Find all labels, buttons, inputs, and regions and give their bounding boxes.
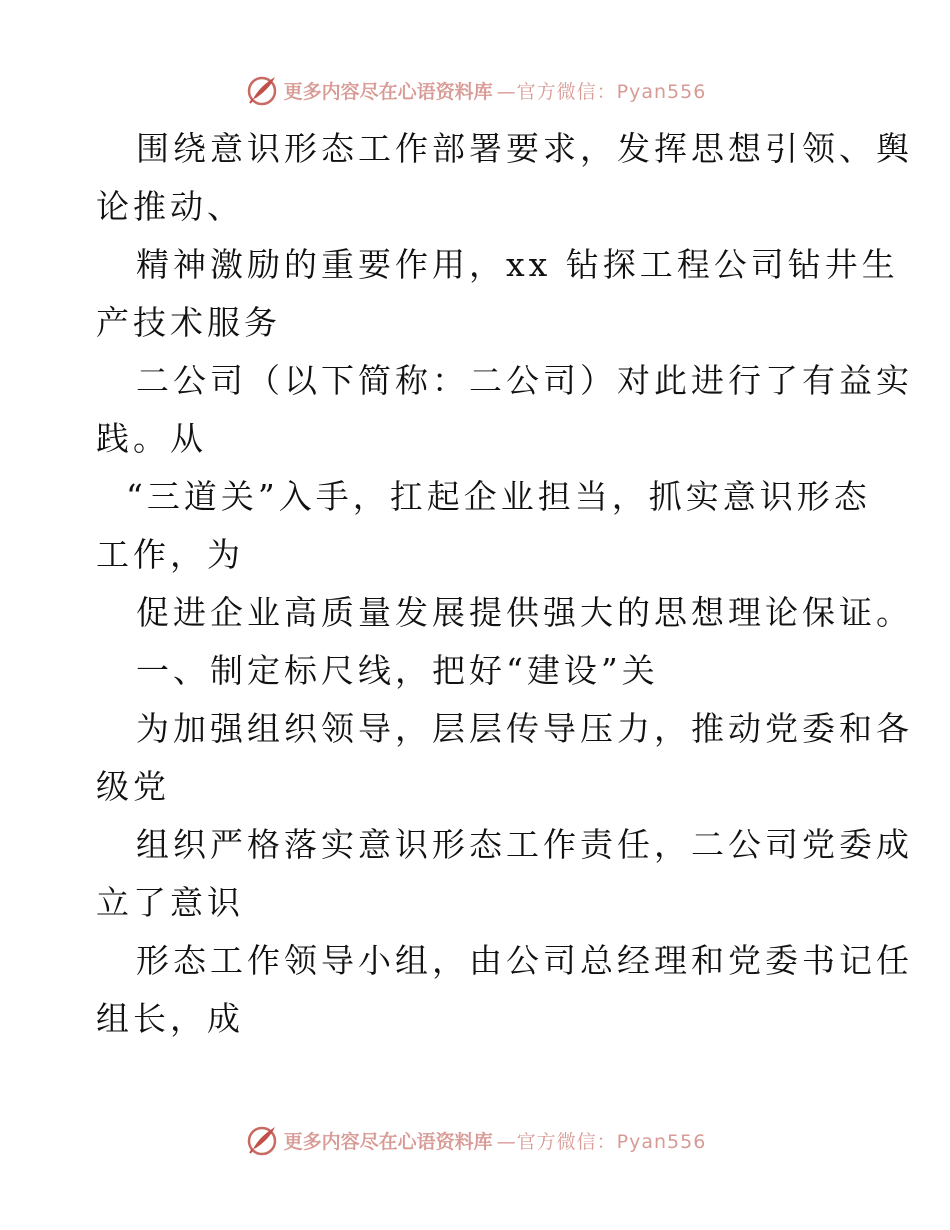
text-line: 促进企业高质量发展提供强大的思想理论保证。 [136, 593, 913, 632]
text-line: 践。从 [96, 419, 207, 458]
text-line: 精神激励的重要作用，xx 钻探工程公司钻井生 [136, 245, 899, 284]
watermark-site-text: 更多内容尽在心语资料库 [283, 80, 493, 103]
watermark-site-text: 更多内容尽在心语资料库 [283, 1130, 493, 1153]
text-line: 论推动、 [96, 187, 244, 226]
text-line: “三道关”入手，扛起企业担当，抓实意识形态 [126, 477, 871, 516]
watermark-contact-text: —官方微信：Pyan556 [496, 80, 707, 103]
quill-logo-icon [244, 1122, 280, 1158]
text-line: 工作，为 [96, 535, 244, 574]
text-line: 级党 [96, 767, 170, 806]
header-watermark [0, 70, 950, 110]
text-line: 形态工作领导小组，由公司总经理和党委书记任 [136, 941, 913, 980]
text-line: 为加强组织领导，层层传导压力，推动党委和各 [136, 709, 913, 748]
text-line: 围绕意识形态工作部署要求，发挥思想引领、舆 [136, 129, 913, 168]
text-line: 组长，成 [96, 999, 244, 1038]
watermark-contact-text: —官方微信：Pyan556 [496, 1130, 707, 1153]
text-line: 产技术服务 [96, 303, 281, 342]
section-heading: 一、制定标尺线，把好“建设”关 [136, 651, 659, 690]
text-line: 二公司（以下简称：二公司）对此进行了有益实 [136, 361, 913, 400]
text-line: 组织严格落实意识形态工作责任，二公司党委成 [136, 825, 913, 864]
footer-watermark [0, 1120, 950, 1160]
text-line: 立了意识 [96, 883, 244, 922]
quill-logo-icon [244, 72, 280, 108]
document-body [96, 120, 913, 1048]
